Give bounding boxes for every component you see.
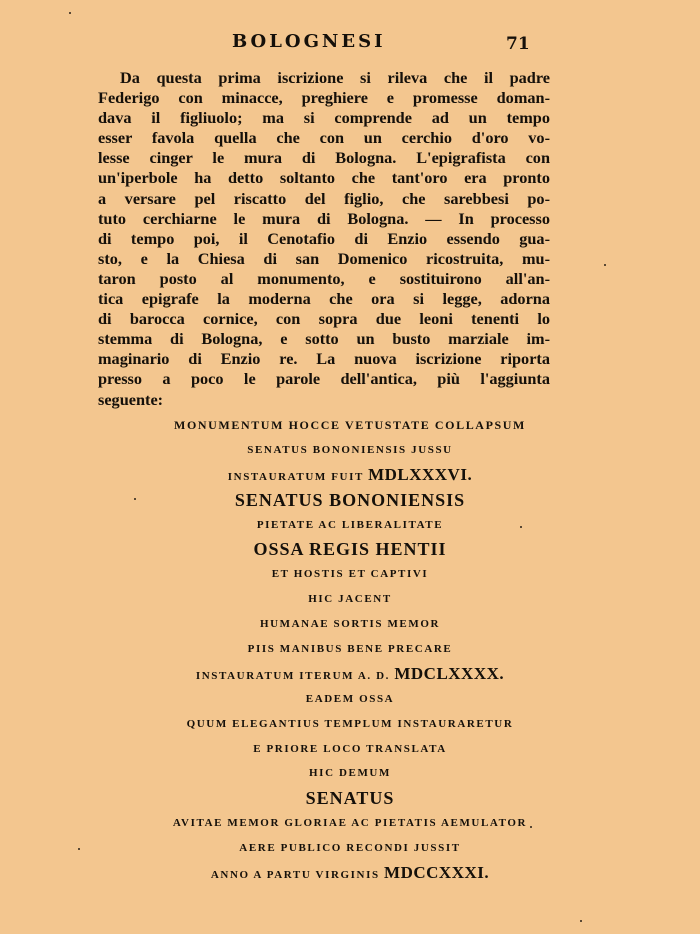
page-number: 71: [506, 34, 530, 54]
inscription-line: [0, 463, 700, 488]
text-line: di tempo poi, il Cenotafio di Enzio essendo gua-: [98, 228, 550, 248]
inscription-date: MDLXXXVI.: [368, 464, 473, 484]
text-line: taron posto al monumento, e sostituirono all'an-: [98, 268, 550, 288]
inscription-line: OSSA REGIS HENTII: [253, 539, 447, 560]
text-line: seguente:: [98, 389, 164, 409]
inscription-line: PIIS MANIBUS BENE PRECARE: [247, 643, 453, 656]
text-line: stemma di Bologna, e sotto un busto marziale im-: [98, 329, 550, 349]
text-line: a versare pel riscatto del figlio, che sarebbesi po-: [98, 188, 550, 208]
body-paragraph: [98, 68, 550, 410]
text-line: lesse cinger le mura di Bologna. L'epigrafista con: [98, 148, 550, 168]
ink-speck: [520, 526, 522, 528]
inscription-line: SENATUS: [305, 788, 395, 809]
text-line: presso a poco le parole dell'antica, più l'aggiunta: [98, 369, 550, 389]
inscription-date: MDCLXXXX.: [394, 663, 505, 683]
inscription-line: AERE PUBLICO RECONDI JUSSIT: [239, 842, 461, 855]
running-title: BOLOGNESI: [232, 31, 386, 52]
inscription-line: MONUMENTUM HOCCE VETUSTATE COLLAPSUM: [174, 418, 526, 432]
inscription-line-text: INSTAURATUM FUIT: [227, 470, 364, 483]
inscription-line: SENATUS BONONIENSIS: [234, 489, 466, 510]
text-line: un'iperbole ha detto soltanto che tant'oro era pronto: [98, 168, 550, 188]
inscription-line-text: INSTAURATUM ITERUM A. D.: [195, 669, 390, 682]
inscription-line: E PRIORE LOCO TRANSLATA: [253, 742, 447, 755]
inscription-line: ET HOSTIS ET CAPTIVI: [271, 568, 429, 581]
inscription-line: EADEM OSSA: [305, 692, 395, 705]
text-line: dava il figliuolo; ma si comprende ad un tempo: [98, 108, 550, 128]
inscription-line: HIC DEMUM: [309, 767, 391, 780]
ink-speck: [134, 498, 136, 500]
inscription-line: QUUM ELEGANTIUS TEMPLUM INSTAURARETUR: [186, 717, 514, 730]
inscription-line: HIC JACENT: [308, 593, 392, 606]
ink-speck: [604, 264, 606, 266]
inscription-line: HUMANAE SORTIS MEMOR: [259, 618, 441, 631]
text-line: tica epigrafe la moderna che ora si legge, adorna: [98, 289, 550, 309]
text-line: Da questa prima iscrizione si rileva che il padre: [120, 68, 550, 87]
inscription-line: AVITAE MEMOR GLORIAE AC PIETATIS AEMULATOR: [172, 817, 528, 830]
text-line: tuto cerchiarne le mura di Bologna. — In processo: [98, 208, 550, 228]
text-line: Federigo con minacce, preghiere e promesse doman-: [98, 88, 550, 108]
ink-speck: [580, 920, 582, 922]
text-line: esser favola quella che con un cerchio d'oro vo-: [98, 128, 550, 148]
inscription-line: [0, 662, 700, 687]
ink-speck: [530, 826, 532, 828]
page-header: [0, 31, 700, 55]
ink-speck: [78, 848, 80, 850]
inscription-block: [0, 413, 700, 886]
inscription-date: MDCCXXXI.: [384, 863, 490, 883]
text-line: sto, e la Chiesa di san Domenico ricostruita, mu-: [98, 248, 550, 268]
inscription-line: [0, 861, 700, 886]
text-line: maginario di Enzio re. La nuova iscrizione riporta: [98, 349, 550, 369]
ink-speck: [69, 12, 71, 14]
inscription-line: SENATUS BONONIENSIS JUSSU: [247, 443, 453, 456]
inscription-line: PIETATE AC LIBERALITATE: [256, 518, 444, 531]
inscription-line-text: ANNO A PARTU VIRGINIS: [210, 869, 380, 882]
text-line: di barocca cornice, con sopra due leoni tenenti lo: [98, 309, 550, 329]
